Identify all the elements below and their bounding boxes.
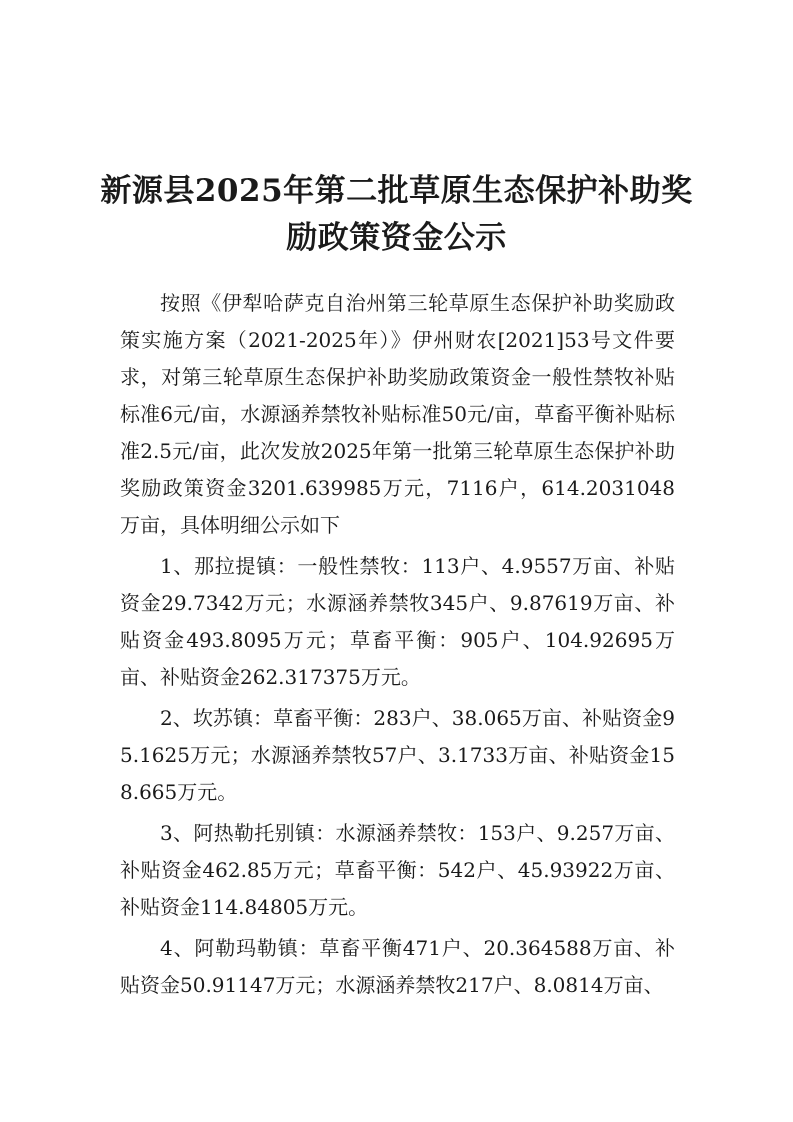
document-title — [100, 168, 693, 262]
item-paragraph-kansu: 2、坎苏镇：草畜平衡：283户、38.065万亩、补贴资金95.1625万元；水源涵养禁牧57户、3.1733万亩、补贴资金158.665万元。 — [120, 706, 675, 804]
intro-paragraph: 按照《伊犁哈萨克自治州第三轮草原生态保护补助奖励政策实施方案（2021-2025年）》伊州财农[2021]53号文件要求，对第三轮草原生态保护补助奖励政策资金一般性禁牧补贴标准6元/亩，水源涵养禁牧补贴标准50元/亩，草畜平衡补贴标准2.5元/亩，此次发放2025年第一批第三轮草原生态保护补助奖励政策资金3201.639985万元，7116户，614.2031048万亩，具体明细公示如下 — [120, 291, 675, 537]
item-paragraph-nalati: 1、那拉提镇：一般性禁牧：113户、4.9557万亩、补贴资金29.7342万元；水源涵养禁牧345户、9.87619万亩、补贴资金493.8095万元；草畜平衡：905户、104.92695万亩、补贴资金262.317375万元。 — [120, 554, 675, 689]
item-paragraph-alemale: 4、阿勒玛勒镇：草畜平衡471户、20.364588万亩、补贴资金50.91147万元；水源涵养禁牧217户、8.0814万亩、 — [120, 936, 675, 997]
title-line-1: 新源县2025年第二批草原生态保护补助奖 — [100, 173, 693, 209]
document-body — [120, 285, 675, 1008]
title-line-2: 励政策资金公示 — [286, 220, 507, 256]
item-paragraph-areletuobie: 3、阿热勒托别镇：水源涵养禁牧：153户、9.257万亩、补贴资金462.85万元；草畜平衡：542户、45.93922万亩、补贴资金114.84805万元。 — [120, 821, 675, 919]
